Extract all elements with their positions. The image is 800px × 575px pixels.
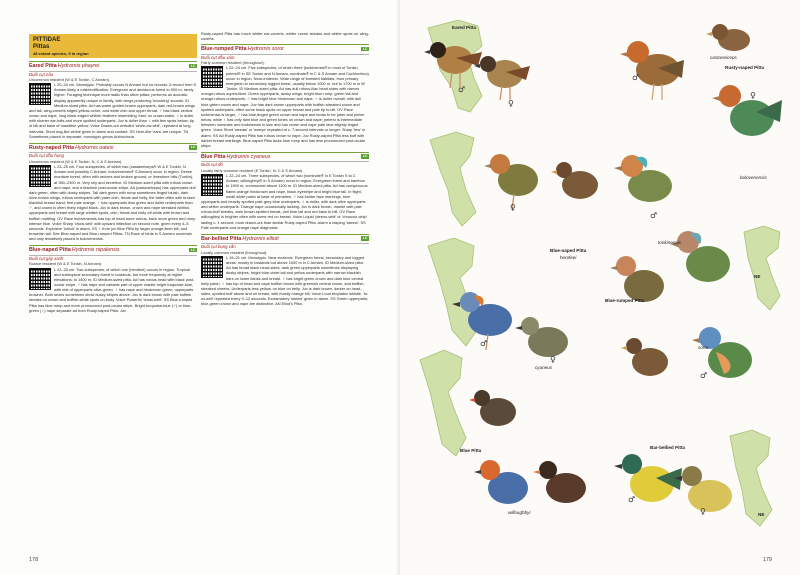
- qr-code[interactable]: [29, 83, 51, 105]
- status-badge: LC: [190, 145, 196, 150]
- species-name: Blue-rumped Pitta: [201, 46, 247, 53]
- residency-status: Scarce resident (W & E Tonkin, N Annam).: [29, 261, 103, 267]
- vietnamese-name: Đuôi cụt đầu xám: [201, 54, 235, 60]
- male-symbol: ♂: [628, 495, 636, 504]
- species-name: Bar-bellied Pitta: [201, 235, 242, 242]
- plate-label-blue-rumped-pitta: Blue-rumped Pitta: [605, 298, 645, 303]
- illustration-blue-rumped-pitta-tonkinensis: [670, 231, 730, 282]
- residency-status: Uncommon resident (W & E Tonkin, C Annam).: [29, 77, 111, 82]
- continued-text: Rusty-naped Pitta has much whiter ear-coverts, whiter crown streaks and whiter spots on wing-coverts.: [201, 31, 369, 42]
- species-heading: [29, 61, 197, 72]
- species-heading: [29, 245, 197, 256]
- female-symbol: ♀: [700, 507, 706, 516]
- species-scientific-name: Hydrornis nipalensis: [71, 247, 120, 254]
- species-account-rusty-naped-pitta: [29, 143, 197, 242]
- status-badge: LC: [362, 236, 368, 241]
- range-map-blue-rumped-pitta: [428, 238, 480, 346]
- species-account-eared-pitta: [29, 61, 197, 139]
- range-map-rusty-naped-pitta: [430, 132, 476, 226]
- family-header: [29, 34, 197, 58]
- plate-label-blue-pitta: Blue Pitta: [460, 448, 482, 453]
- vietnamese-name: Đuôi cụt bụng vằn: [201, 244, 236, 250]
- text-column-left: [29, 34, 197, 317]
- male-symbol: ♂: [480, 339, 488, 348]
- text-column-right: [201, 31, 369, 311]
- residency-status: Uncommon resident (W & E Tonkin, N, C & S Annam).: [29, 158, 123, 164]
- residency-status: Locally fairly common resident (E Tonkin, N, C & S Annam).: [201, 167, 304, 173]
- vietnamese-name: Đuôi cụt đầu hung: [29, 153, 64, 159]
- qr-code[interactable]: [201, 174, 223, 196]
- illustration-eared-pitta-female: [474, 56, 530, 100]
- plate-label-bolovenensis: bolovenensis: [740, 175, 767, 180]
- female-symbol: ♀: [550, 355, 556, 364]
- plate-page: [400, 0, 800, 575]
- plate-label-castaneiceps: castaneiceps: [710, 55, 737, 60]
- species-text: L 22–24 cm. Three subspecies, of which two (nominate® in E Tonkin S to C Annam; willoughbyi® in S Annam) occur in region. Evergreen forest and bamboo to 1900 m; commonest above 1100 m. ID Medium-sized pitta. Ad has conspicuous flame-orange hindcrown and nape, black eyestripe and bright blue tail. In flight, small white patch at base of primaries. ♂ has bolder face markings, blue upperparts and heavily spotted pale grey-blue underparts. ♀ is duller, with dark olive upperparts and whiter underparts. Orange nape occasionally lacking. Juv is dark brown, mantle with pale rufous-buff streaks, dark brown-spotted breast, dull blue tail and red base to bill. GV Race willoughbyi is brighter often with some red on breast. Voice Liquid 'pleeoo-whit' or 'choocoo-whip' lasting c. 1 second; more drawn-out than similar Rusty-naped Pitta. Alarm a rasping 'skeew'. SS Pale underparts and orange nape diagnostic.: [201, 173, 368, 230]
- plate-label-blue-naped-pitta: Blue-naped Pitta: [550, 248, 587, 253]
- male-symbol: ♂: [650, 211, 658, 220]
- female-symbol: ♀: [750, 91, 756, 100]
- plate-label-willoughbyi: willoughbyi: [508, 510, 531, 515]
- species-name: Eared Pitta: [29, 63, 57, 69]
- species-account-blue-naped-pitta: [29, 245, 197, 313]
- illustration-blue-pitta-juvenile: [469, 390, 516, 426]
- illustration-blue-rumped-pitta-soror-juvenile: [621, 338, 668, 376]
- status-badge: LC: [190, 247, 196, 252]
- species-scientific-name: Hydrornis soror: [247, 46, 284, 53]
- plate-label-tonkinensis: tonkinensis: [658, 240, 681, 245]
- qr-code[interactable]: [29, 165, 51, 187]
- species-text: L 22–24 cm. Five subspecies, of which three (tonkinensis® in most of Tonkin, petersi® in SE Tonkin and N Annam, nominate® in C & S Annam and Cochinchina) occur in region. Near-endemic. Wide range of forested habitats, from primary evergreen to secondary logged forest, usually below 1000 m, but to 1700 m in W Tonkin. ID Medium-sized pitta. Ad has dull rufous-lilac head-sides with narrow orange-rufous supercilium. Green upperparts, dusky wings, bright blue rump, green tail and orange-rufous underparts. ♂ has bright blue hindcrown and nape. ♀ is duller overall, with dull blue-green crown and nape. Juv has dark brown upperparts with buffish-streaked crown and spotted underparts, often some black spots on upper breast and pale tip to bill. GV Race tonkinensis is larger, ♂ has blue-tinged green crown and nape and tends to be paler and pinker below, while ♀ has only faint blue and green tones on crown and nape; petersi is intermediate between nominate and tonkinensis in size and has crown and nape pale blue slightly tinged green. Voice Short 'weeaw' or 'weeyo' repeated at c. 7-second intervals or longer. Sharp 'tew' in alarm. SS Ad Rusty-naped Pitta has rufous crown to nape. Juv Rusty-naped Pitta less buff with darker breast markings. Blue-naped Pitta lacks blue rump and has less pronounced post-ocular stripe.: [201, 65, 369, 148]
- species-text: L 23–25 cm. Four subspecies, of which two (castaneiceps® W & E Tonkin, N Annam and possibly C Annam; bolovenensis® S Annam) occur in region. Dense montane forest, often with ravines and broken ground, or limestone hills (Tonkin), at 350–2300 m. Very shy and secretive. ID Medium-sized pitta with rufous crown and nape, and a blackish post-ocular stripe. Ad (castaneiceps) has upperparts dull dark green, often with dusky stripes. Tail dark green with rump sometimes tinged bluish, dark olive-brown wings, rufous underparts with paler chin, throat and belly, the latter often with broken blackish breast band; feet pale orange. ♀ has upperparts less green and duller underparts than ♂, and crown is often finely edged black. Juv is dark brown, crown and nape streaked whitish, upperparts and breast with large whitish spots, chin, throat and belly off-white with brown and buffish mottling. GV Race bolovenensis has top of head more rufous, back more green and rump intense blue. Voice Sharp 'chow-whit' with upward inflection on second note, given every 4–5 seconds. Explosive 'tchick' in alarm. SS ♀ from juv Blue Pitta by larger orange-flesh bill, and brownish tail. See Blue-naped and Blue-rumped Pittas. TN Race of birds in S Annam uncertain and only tentatively placed in bolovenensis.: [29, 164, 196, 242]
- species-heading: [201, 44, 369, 55]
- species-heading: [201, 234, 369, 245]
- page-number-right: 179: [762, 557, 772, 563]
- plate-label-cyaneus: cyaneus: [535, 365, 553, 370]
- illustration-bar-bellied-pitta-male: [614, 454, 682, 502]
- illustration-blue-pitta-willoughbyi: [474, 460, 528, 504]
- species-scientific-name: Hydrornis oatesi: [75, 144, 114, 151]
- illustration-blue-rumped-pitta-hendeei: [610, 256, 664, 302]
- species-text: L 19–21 cm. Monotypic. Near-endemic. Evergreen forest, secondary and logged areas, mostly in lowlands but above 1000 m in C Annam. ID Medium-sized pitta. Ad has broad black head-sides, dark green upperparts sometimes displaying dusky stripes, bright blue-violet tail and yellow underparts with narrow blackish bars on lower flanks and breast. ♂ has bright green crown and dark blue central belly patch. ♀ has top of head and nape buffish brown with greenish central crown, and buffish-streaked cheeks. Underparts less yellow, no blue on belly. Juv is dark brown, darker on head-sides, spotted buff above and on breast, with mostly orange bill. Voice Loud tricyllabic whistle, 'to-wi-whil' repeated every 9–12 seconds. Exclamatory 'skeew' given in alarm. SS Green upperparts, blue-green crown and nape are distinctive. AN Elliot's Pitta.: [201, 255, 369, 307]
- vietnamese-name: Đuôi cụt nâu: [29, 71, 54, 77]
- male-symbol: ♂: [632, 73, 640, 82]
- species-name: Blue Pitta: [201, 153, 226, 160]
- illustration-bar-bellied-pitta-juvenile: [533, 461, 586, 503]
- species-scientific-name: Hydrornis phayrei: [57, 63, 100, 69]
- family-english: Pittas: [33, 44, 50, 50]
- residency-status: Locally common resident (throughout).: [201, 249, 268, 255]
- qr-code[interactable]: [29, 268, 51, 290]
- family-count: 48 extant species, 9 in region: [33, 51, 89, 56]
- illustration-rusty-naped-pitta-castaneiceps-male: [620, 41, 684, 100]
- status-badge: LC: [362, 46, 368, 51]
- species-heading: [29, 143, 197, 154]
- range-map-bar-bellied-pitta: [730, 430, 772, 526]
- species-scientific-name: Hydrornis cyaneus: [226, 153, 271, 160]
- illustration-rusty-naped-pitta-bolovenensis-female: [712, 85, 782, 136]
- vietnamese-name: Đuôi cụt đỏ: [201, 162, 223, 168]
- range-map-blue-naped-pitta: [744, 226, 780, 310]
- plate-label-ne: NE: [758, 512, 765, 517]
- illustration-bar-bellied-pitta-female: [674, 466, 732, 512]
- family-latin: PITTIDAE: [33, 37, 61, 43]
- plate-label-ne: NE: [754, 274, 761, 279]
- female-symbol: ♀: [510, 203, 516, 212]
- species-text: L 22–25 cm. Two subspecies, of which one (hendeei) occurs in region. Tropical and subtropical secondary forest in lowlands, but more frequently at higher elevations, to 1400 m. ID Medium-sized pitta. Ad has rufous head with black post-ocular stripe. ♂ has nape and variable part of upper mantle bright turquoise-blue, with rest of upperparts olive-green. ♀ has nape and hindcrown green, upperparts browner. Both sexes sometimes show dusky stripes above. Juv is dark brown with pale buffish streaks on crown and buffish-white spots on body. Voice Powerful 'chow-whit'. SS Blue-rumped Pitta has blue rump and more pronounced post-ocular stripe. Bright turquoise-blue (♂) or blue-green (♀) nape separate ad from Rusty-naped Pitta. Juv: [29, 266, 195, 313]
- species-name: Rusty-naped Pitta: [29, 144, 75, 151]
- illustration-blue-naped-pitta-juvenile: [551, 162, 598, 199]
- vietnamese-name: Đuôi cụt gáy xanh: [29, 255, 64, 261]
- illustration-blue-naped-pitta-hendeei: [484, 154, 538, 210]
- status-badge: LC: [190, 63, 196, 68]
- species-account-blue-rumped-pitta: [201, 44, 369, 148]
- plate-label-eared-pitta: Eared Pitta: [452, 25, 476, 30]
- species-name: Blue-naped Pitta: [29, 247, 71, 254]
- qr-code[interactable]: [201, 66, 223, 88]
- plate-label-soror: soror: [698, 345, 709, 350]
- illustration-blue-pitta-cyaneus-female: [515, 317, 568, 357]
- range-map-blue-pitta: [420, 350, 466, 456]
- male-symbol: ♂: [700, 371, 708, 380]
- plate-label-bar-bellied-pitta: Bar-bellied Pitta: [650, 445, 685, 450]
- residency-status: Fairly common resident (throughout).: [201, 60, 265, 66]
- species-text: L 20–24 cm. Monotypic. Probably occurs N Annam but no records. A record from S Annam likely a misidentification. Evergreen and deciduous forest to 900 m, rarely higher. Foraging technique more static than other pittas; performs an acoustic display apparently unique in family, with wings producing 'knocking' sounds. ID Medium-sized pitta. Ad has warm golden-brown upperparts, dark red-brown wings and tail, wing-coverts edged yellow-ochre, and white chin and upper throat. ♂ has black central crown and nape, long black-edged whitish feathers resembling 'ears' on crown-sides. ♀ is duller with shorter ear-tufts and more spotted underparts. Juv is duller than ♀ with few spots below; tip of bill and base of mandible yellow. Voice Drawn-out whistled 'whee-ow-whit', repeated at long intervals. Short dog-like whine given in alarm and contact. SS Horn-like 'ears' are unique. TN Sometimes placed in separate, monotypic genus Anthocincla: [29, 82, 197, 139]
- status-badge: LC: [362, 154, 368, 159]
- species-account-blue-pitta: [201, 152, 369, 230]
- illustration-rusty-naped-pitta-castaneiceps-juvenile: [706, 24, 750, 51]
- page-number-left: 178: [29, 557, 39, 563]
- plate-label-rusty-naped-pitta: Rusty-naped Pitta: [725, 65, 765, 70]
- species-heading: [201, 152, 369, 163]
- qr-code[interactable]: [201, 256, 223, 278]
- illustration-blue-naped-pitta-male: [614, 155, 672, 202]
- plate-label-hendeei: hendeei: [560, 255, 577, 260]
- species-scientific-name: Hydrornis ellioti: [242, 235, 279, 242]
- male-symbol: ♂: [458, 85, 466, 94]
- species-account-bar-bellied-pitta: [201, 234, 369, 307]
- female-symbol: ♀: [508, 99, 514, 108]
